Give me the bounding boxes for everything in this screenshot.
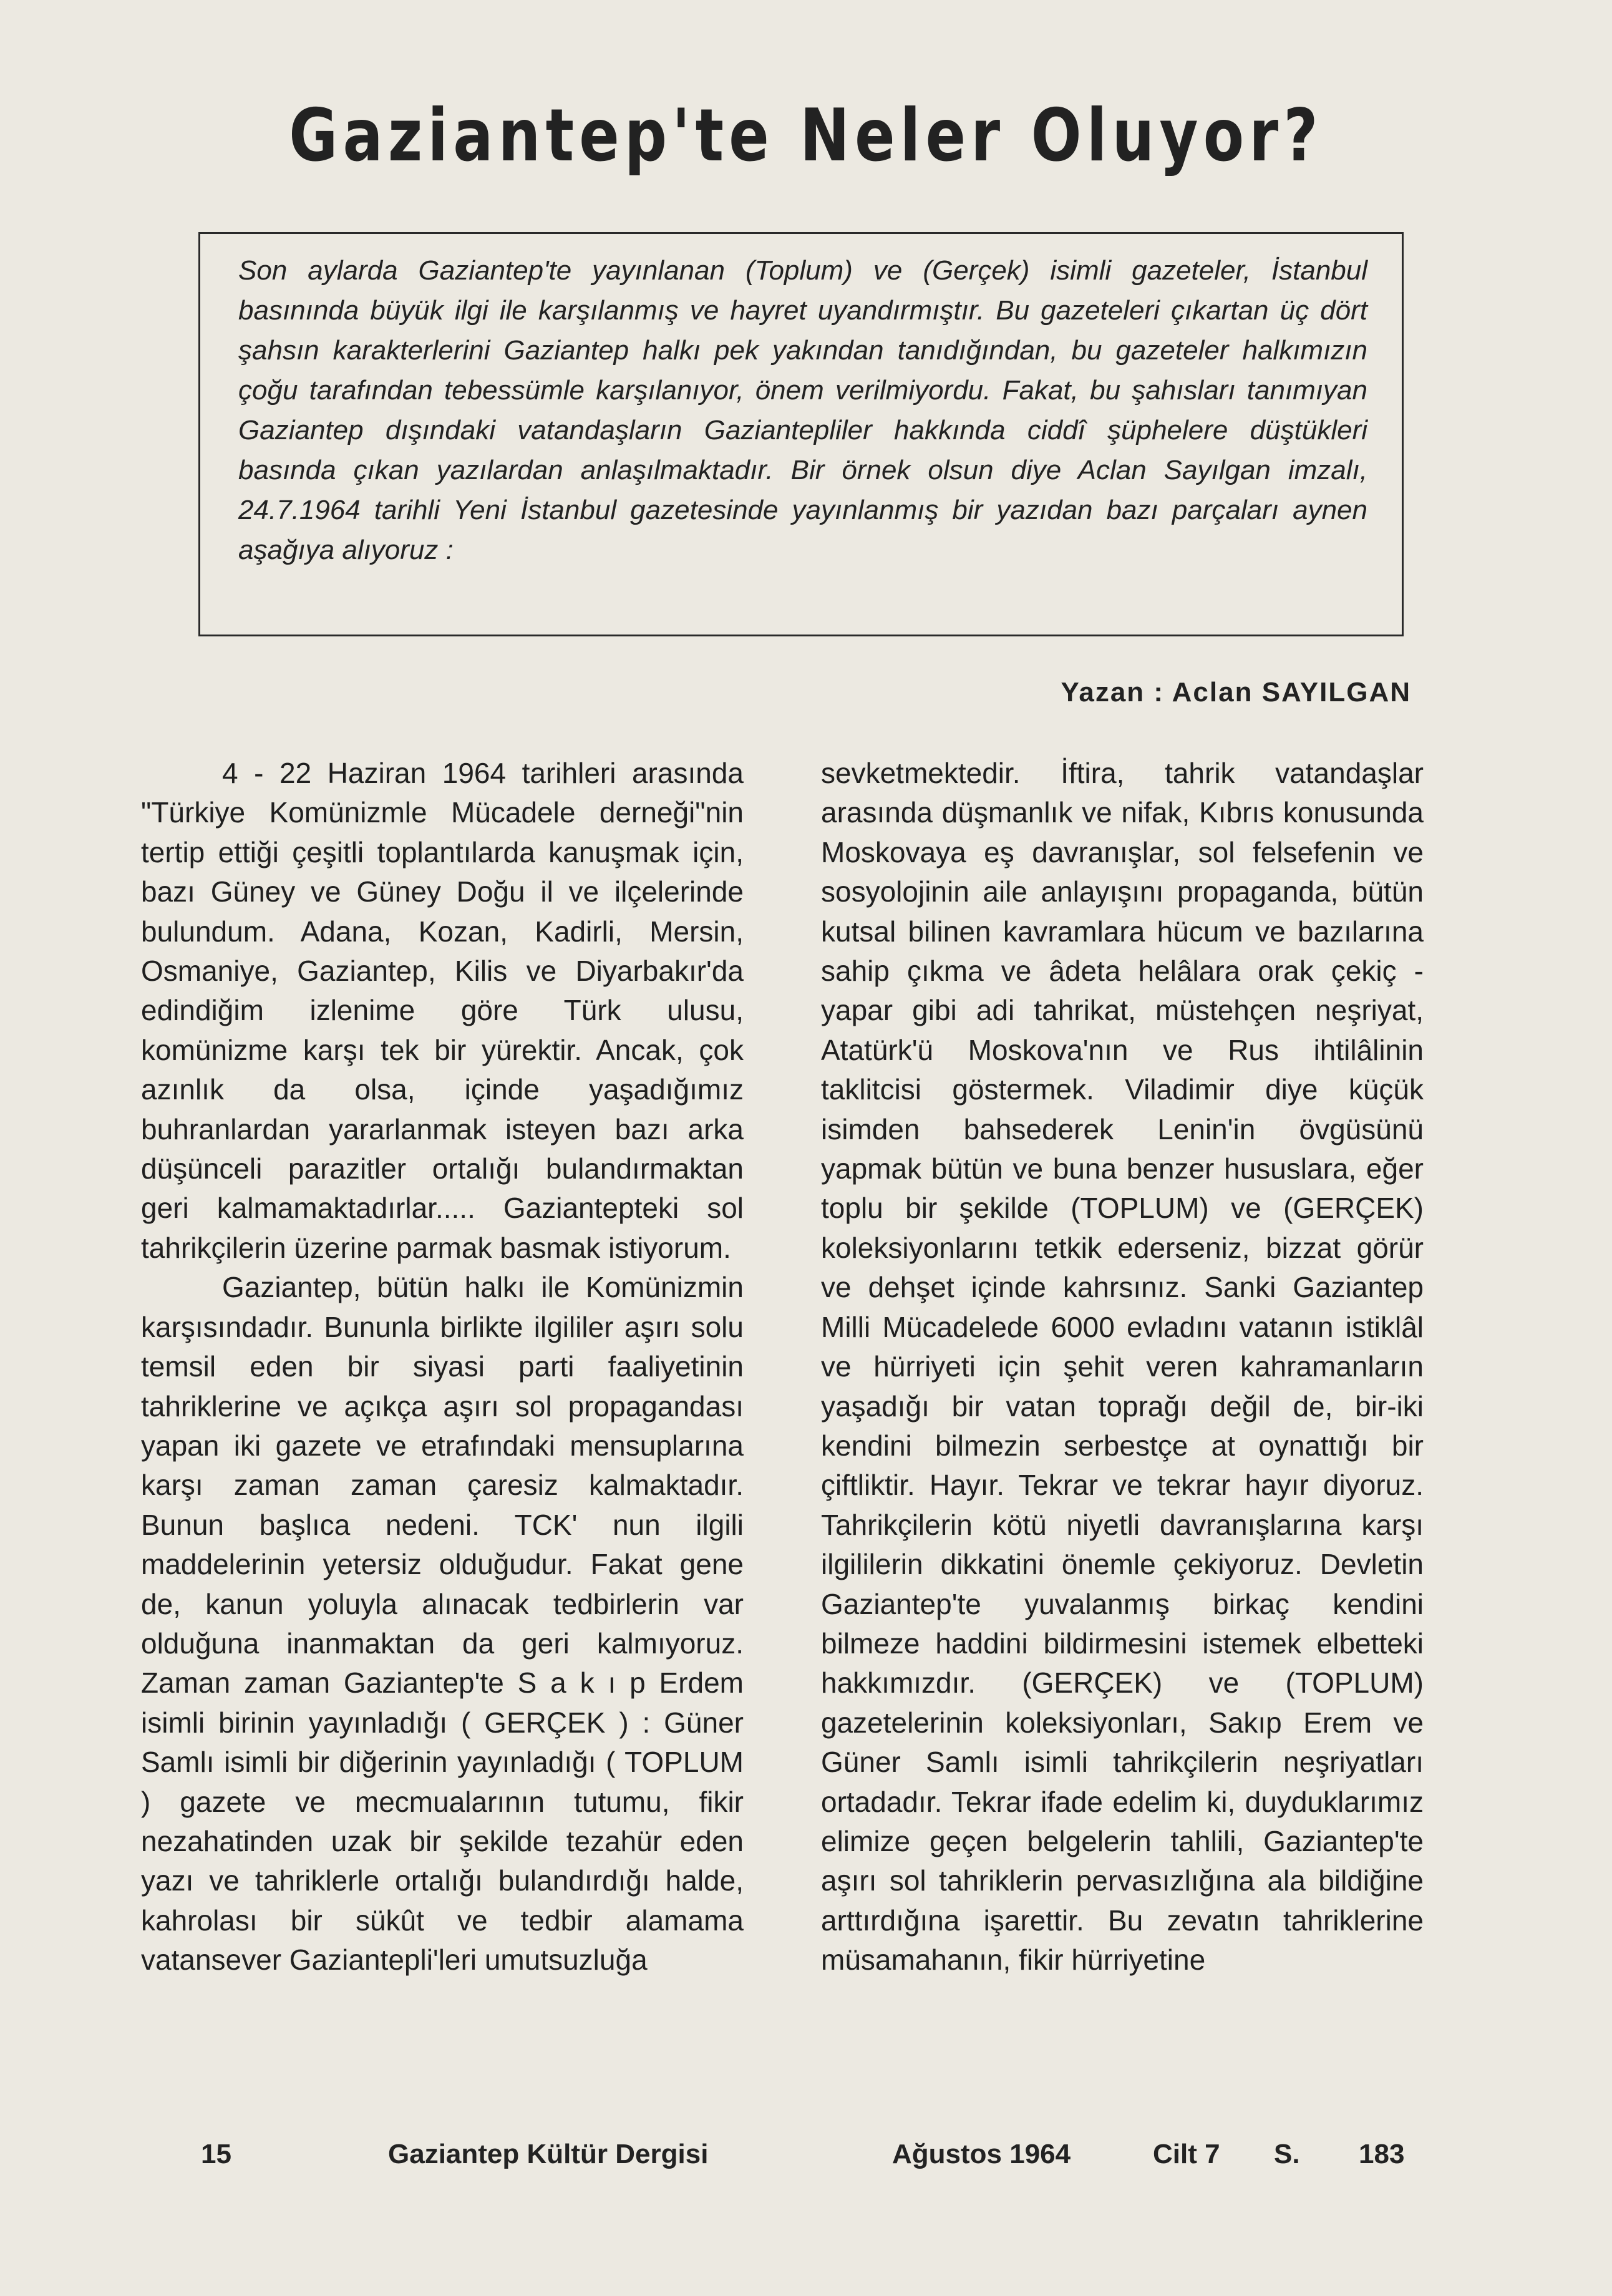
- footer-page-number: 15: [201, 2139, 231, 2169]
- footer-issue-number: 183: [1359, 2139, 1405, 2169]
- footer-journal-name: Gaziantep Kültür Dergisi: [388, 2139, 709, 2169]
- footer-date: Ağustos 1964: [892, 2139, 1071, 2169]
- footer-volume: Cilt 7: [1153, 2139, 1220, 2169]
- right-column: [821, 754, 1424, 1980]
- author-line: Yazan : Aclan SAYILGAN: [1061, 677, 1411, 708]
- left-paragraph-1: 4 - 22 Haziran 1964 tarihleri arasında "Türkiye Komünizmle Mücadele derneği"nin tertip ettiği çeşitli toplantılarda kanuşmak için, bazı Güney ve Güney Doğu il ve ilçelerinde bulundum. Adana, Kozan, Kadirli, Mersin, Osmaniye, Gaziantep, Kilis ve Diyarbakır'da edindiğim izlenime göre Türk ulusu, komünizme karşı tek bir yürektir. Ancak, çok azınlık da olsa, içinde yaşadığımız buhranlardan yararlanmak isteyen bazı arka düşünceli parazitler ortalığı bulandırmaktan geri kalmamaktadırlar..... Gaziantepteki sol tahrikçilerin üzerine parmak basmak istiyorum.: [141, 757, 744, 1264]
- left-column: [141, 754, 744, 1980]
- left-paragraph-2: Gaziantep, bütün halkı ile Komünizmin karşısındadır. Bununla birlikte ilgililer aşırı solu temsil eden bir siyasi parti faaliyetinin tahriklerine ve açıkça aşırı sol propagandası yapan iki gazete ve etrafındaki mensuplarına karşı zaman zaman çaresiz kalmaktadır. Bunun başlıca nedeni. TCK' nun ilgili maddelerinin yetersiz olduğudur. Fakat gene de, kanun yoluyla alınacak tedbirlerin var olduğuna inanmaktan da geri kalmıyoruz. Zaman zaman Gaziantep'te S a k ı p Erdem isimli birinin yayınladığı ( GERÇEK ) : Güner Samlı isimli bir diğerinin yayınladığı ( TOPLUM ) gazete ve mecmualarının tutumu, fikir nezahatinden uzak bir şekilde tezahür eden yazı ve tahriklerle ortalığı bulandırdığı halde, kahrolası bir sükût ve tedbir alamama vatansever Gaziantepli'leri umutsuzluğa: [141, 1271, 744, 1977]
- page-footer: [0, 2139, 1612, 2176]
- right-paragraph-1: sevketmektedir. İftira, tahrik vatandaşlar arasında düşmanlık ve nifak, Kıbrıs konusunda Moskovaya eş davranışlar, sol felsefenin ve sosyolojinin aile anlayışını propaganda, bütün kutsal bilinen kavramlara hücum ve bazılarına sahip çıkma ve âdeta helâlara orak çekiç - yapar gibi adi tahrikat, müstehçen neşriyat, Atatürk'ü Moskova'nın ve Rus ihtilâlinin taklitcisi göstermek. Viladimir diye küçük isimden bahsederek Lenin'in övgüsünü yapmak bütün ve buna benzer hususlara, eğer toplu bir şekilde (TOPLUM) ve (GERÇEK) koleksiyonlarını tetkik ederseniz, bizzat görür ve dehşet içinde kahrsınız. Sanki Gaziantep Milli Mücadelede 6000 evladını vatanın istiklâl ve hürriyeti için şehit veren kahramanların yaşadığı bir vatan toprağı değil de, bir-iki kendini bilmezin serbestçe at oynattığı bir çiftliktir. Hayır. Tekrar ve tekrar hayır diyoruz. Tahrikçilerin kötü niyetli davranışlarına karşı ilgililerin dikkatini önemle çekiyoruz. Devletin Gaziantep'te yuvalanmış birkaç kendini bilmeze haddini bildirmesini istemek elbetteki hakkımızdır. (GERÇEK) ve (TOPLUM) gazetelerinin koleksiyonları, Sakıp Erem ve Güner Samlı isimli tahrikçilerin neşriyatları ortadadır. Tekrar ifade edelim ki, duyduklarımız elimize geçen belgelerin tahlili, Gaziantep'te aşırı sol tahriklerin pervasızlığına ala bildiğine arttırdığına işarettir. Bu zevatın tahriklerine müsamahanın, fikir hürriyetine: [821, 757, 1424, 1977]
- footer-issue-label: S.: [1274, 2139, 1300, 2169]
- article-title: Gaziantep'te Neler Oluyor?: [289, 94, 1323, 178]
- intro-paragraph: Son aylarda Gaziantep'te yayınlanan (Toplum) ve (Gerçek) isimli gazeteler, İstanbul basınında büyük ilgi ile karşılanmış ve hayret uyandırmıştır. Bu gazeteleri çıkartan üç dört şahsın karakterlerini Gaziantep halkı pek yakından tanıdığından, bu gazeteler halkımızın çoğu tarafından tebessümle karşılanıyor, önem verilmiyordu. Fakat, bu şahısları tanımıyan Gaziantep dışındaki vatandaşların Gaziantepliler hakkında ciddî şüphelere düştükleri basında çıkan yazılardan anlaşılmaktadır. Bir örnek olsun diye Aclan Sayılgan imzalı, 24.7.1964 tarihli Yeni İstanbul gazetesinde yayınlanmış bir yazıdan bazı parçaları aynen aşağıya alıyoruz :: [238, 255, 1367, 565]
